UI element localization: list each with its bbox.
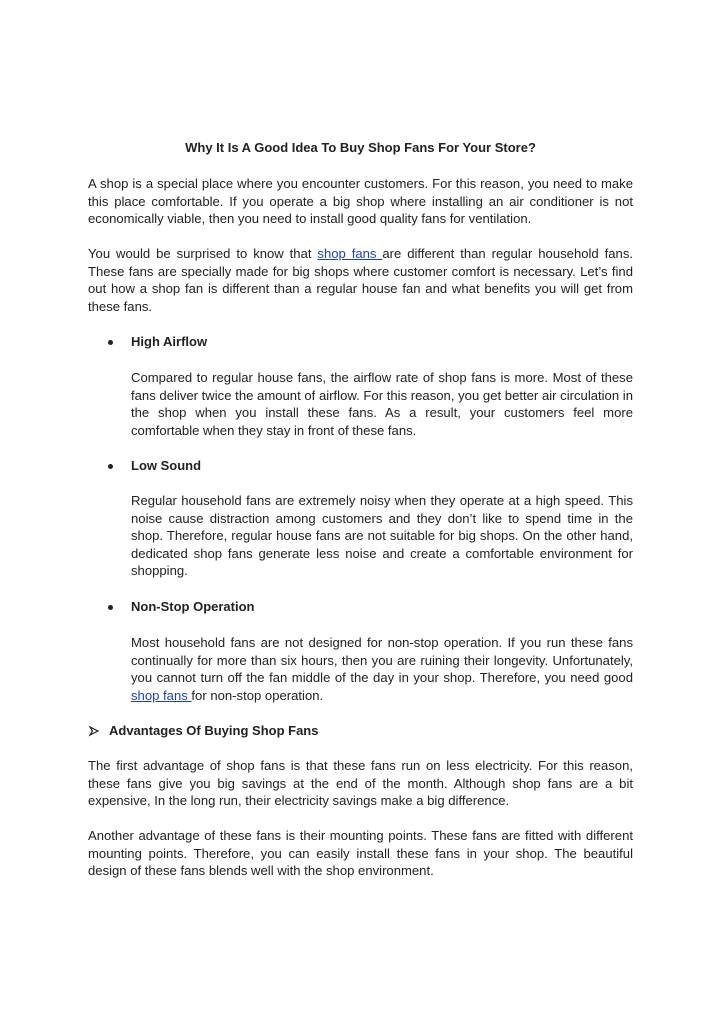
advantage-paragraph-1: The first advantage of shop fans is that these fans run on less electricity. For this reason, these fans give you big savings at the end of the month. Although shop fans are a bit expensive, In the long run, their electricity savings make a big difference. <box>88 758 633 809</box>
shop-fans-link[interactable]: shop fans <box>131 687 192 703</box>
section-heading-low-sound: Low Sound <box>131 458 202 473</box>
bullet-dot-icon <box>108 464 113 469</box>
advantages-heading: Advantages Of Buying Shop Fans <box>109 723 319 738</box>
arrowhead-bullet-icon <box>88 722 100 740</box>
section-heading-non-stop-operation: Non-Stop Operation <box>131 599 255 614</box>
advantage-paragraph-2: Another advantage of these fans is their mounting points. These fans are fitted with different mounting points. Therefore, you can easily install these fans in your shop. The beautiful design of these fans blends well with the shop environment. <box>88 828 633 879</box>
section-heading-high-airflow: High Airflow <box>131 334 208 349</box>
shop-fans-intro-paragraph <box>88 245 633 315</box>
paragraph-text: are different than regular household fans. These fans are specially made for big shops where customer comfort is necessary. Let’s find out how a shop fan is different than a regular house fan and what benefits you will get from these fans. <box>88 246 634 314</box>
non-stop-operation-paragraph <box>131 634 633 704</box>
bullet-dot-icon <box>108 340 113 345</box>
shop-fans-link[interactable]: shop fans <box>317 246 383 261</box>
document-title: Why It Is A Good Idea To Buy Shop Fans For Your Store? <box>185 140 536 155</box>
paragraph-text: You would be surprised to know that <box>88 246 318 261</box>
paragraph-text: Most household fans are not designed for non-stop operation. If you run these fans continually for more than six hours, then you are ruining their longevity. Unfortunately, you cannot turn off the fan middle of the day in your shop. Therefore, you need good <box>131 635 633 686</box>
high-airflow-paragraph: Compared to regular house fans, the airflow rate of shop fans is more. Most of these fans deliver twice the amount of airflow. For this reason, you get better air circulation in the shop when you install these fans. As a result, your customers feel more comfortable when they stay in front of these fans. <box>131 370 633 438</box>
bullet-dot-icon <box>108 605 113 610</box>
paragraph-text: for non-stop operation. <box>191 687 324 703</box>
low-sound-paragraph: Regular household fans are extremely noisy when they operate at a high speed. This noise cause distraction among customers and they don’t like to spend time in the shop. Therefore, regular house fans are not suitable for big shops. On the other hand, dedicated shop fans generate less noise and create a comfortable environment for shopping. <box>131 493 633 579</box>
intro-paragraph: A shop is a special place where you encounter customers. For this reason, you need to make this place comfortable. If you operate a big shop where installing an air conditioner is not economically viable, then you need to install good quality fans for ventilation. <box>88 176 633 227</box>
